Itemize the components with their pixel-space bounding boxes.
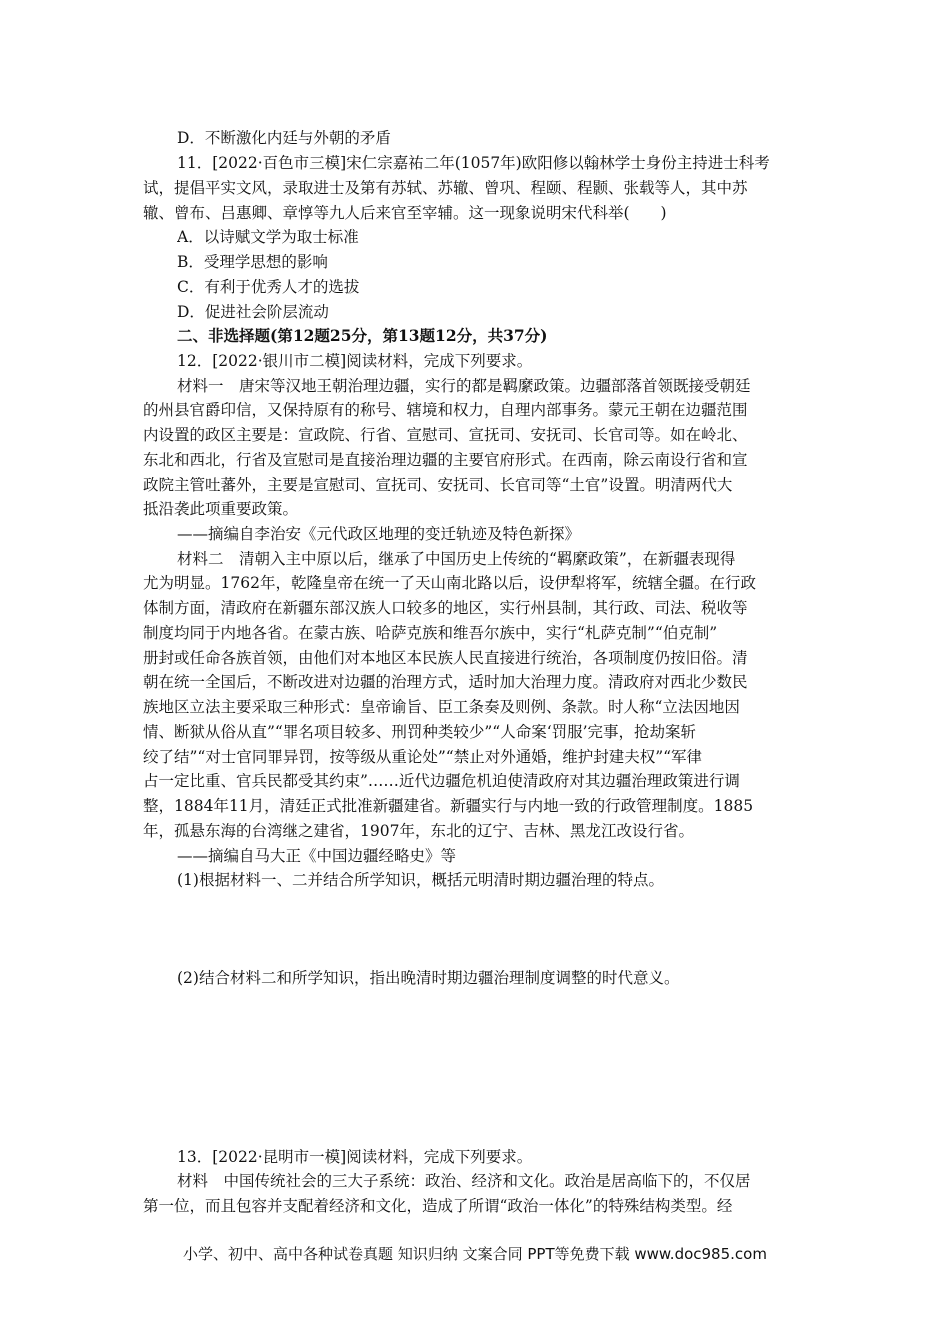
material-1-line: 抵沿袭此项重要政策。 (143, 500, 299, 518)
material-2-line: 占一定比重、官兵民都受其约束”……近代边疆危机迫使清政府对其边疆治理政策进行调 (143, 772, 740, 790)
material-1-line: 政院主管吐蕃外，主要是宣慰司、宣抚司、安抚司、长官司等“土官”设置。明清两代大 (143, 476, 733, 494)
material-2-line: 绞了结”“对士官同罪异罚，按等级从重论处”“禁止对外通婚，维护封建夫权”“军律 (143, 748, 703, 766)
q11-stem-line-2: 试，提倡平实文风，录取进士及第有苏轼、苏辙、曾巩、程颐、程颢、张载等人，其中苏 (143, 179, 748, 197)
q11-option-b: B．受理学思想的影响 (177, 253, 328, 271)
material-2-line: 尤为明显。1762年，乾隆皇帝在统一了天山南北路以后，设伊犁将军，统辖全疆。在行政 (143, 574, 756, 592)
q11-option-d: D．促进社会阶层流动 (177, 303, 329, 321)
q13-material-line: 材料 中国传统社会的三大子系统：政治、经济和文化。政治是居高临下的，不仅居 (177, 1172, 751, 1190)
material-1-line: 的州县官爵印信，又保持原有的称号、辖境和权力，自理内部事务。蒙元王朝在边疆范围 (143, 401, 748, 419)
material-2-line: 情、断狱从俗从直”“罪名项目较多、刑罚种类较少”“人命案‘罚服’完事，抢劫案斩 (143, 723, 697, 741)
material-1-line: 东北和西北，行省及宣慰司是直接治理边疆的主要官府形式。在西南，除云南设行省和宣 (143, 451, 748, 469)
material-2-source: ——摘编自马大正《中国边疆经略史》等 (177, 847, 457, 865)
q12-subquestion-1: (1)根据材料一、二并结合所学知识，概括元明清时期边疆治理的特点。 (177, 871, 664, 889)
q11-option-c: C．有利于优秀人才的选拔 (177, 278, 360, 296)
q13-stem: 13．[2022·昆明市一模]阅读材料，完成下列要求。 (177, 1148, 533, 1166)
q10-option-d: D．不断激化内廷与外朝的矛盾 (177, 129, 391, 147)
q12-subquestion-2: (2)结合材料二和所学知识，指出晚清时期边疆治理制度调整的时代意义。 (177, 969, 680, 987)
section-heading: 二、非选择题(第12题25分，第13题12分，共37分) (177, 326, 548, 345)
material-2-line: 册封或任命各族首领，由他们对本地区本民族人民直接进行统治，各项制度仍按旧俗。清 (143, 649, 748, 667)
material-1-line: 材料一 唐宋等汉地王朝治理边疆，实行的都是羁縻政策。边疆部落首领既接受朝廷 (177, 377, 751, 395)
material-2-line: 年，孤悬东海的台湾继之建省，1907年，东北的辽宁、吉林、黑龙江改设行省。 (143, 822, 694, 840)
material-2-line: 制度均同于内地各省。在蒙古族、哈萨克族和维吾尔族中，实行“札萨克制”“伯克制” (143, 624, 718, 642)
material-2-line: 材料二 清朝入主中原以后，继承了中国历史上传统的“羁縻政策”，在新疆表现得 (177, 550, 736, 568)
q11-stem-line-3: 辙、曾布、吕惠卿、章惇等九人后来官至宰辅。这一现象说明宋代科举( ) (143, 204, 667, 222)
q13-material-line: 第一位，而且包容并支配着经济和文化，造成了所谓“政治一体化”的特殊结构类型。经 (143, 1197, 733, 1215)
material-1-source: ——摘编自李治安《元代政区地理的变迁轨迹及特色新探》 (177, 525, 581, 543)
material-2-line: 族地区立法主要采取三种形式：皇帝谕旨、臣工条奏及则例、条款。时人称“立法因地因 (143, 698, 740, 716)
page-footer: 小学、初中、高中各种试卷真题 知识归纳 文案合同 PPT等免费下载 www.doc985.com (183, 1245, 767, 1263)
material-1-line: 内设置的政区主要是：宣政院、行省、宣慰司、宣抚司、安抚司、长官司等。如在岭北、 (143, 426, 748, 444)
q11-stem-line-1: 11．[2022·百色市三模]宋仁宗嘉祐二年(1057年)欧阳修以翰林学士身份主持进士科考 (177, 154, 770, 172)
material-2-line: 整，1884年11月，清廷正式批准新疆建省。新疆实行与内地一致的行政管理制度。1885 (143, 797, 754, 815)
material-2-line: 体制方面，清政府在新疆东部汉族人口较多的地区，实行州县制，其行政、司法、税收等 (143, 599, 748, 617)
material-2-line: 朝在统一全国后，不断改进对边疆的治理方式，适时加大治理力度。清政府对西北少数民 (143, 673, 748, 691)
q11-option-a: A．以诗赋文学为取士标准 (177, 228, 359, 246)
q12-stem: 12．[2022·银川市二模]阅读材料，完成下列要求。 (177, 352, 533, 370)
